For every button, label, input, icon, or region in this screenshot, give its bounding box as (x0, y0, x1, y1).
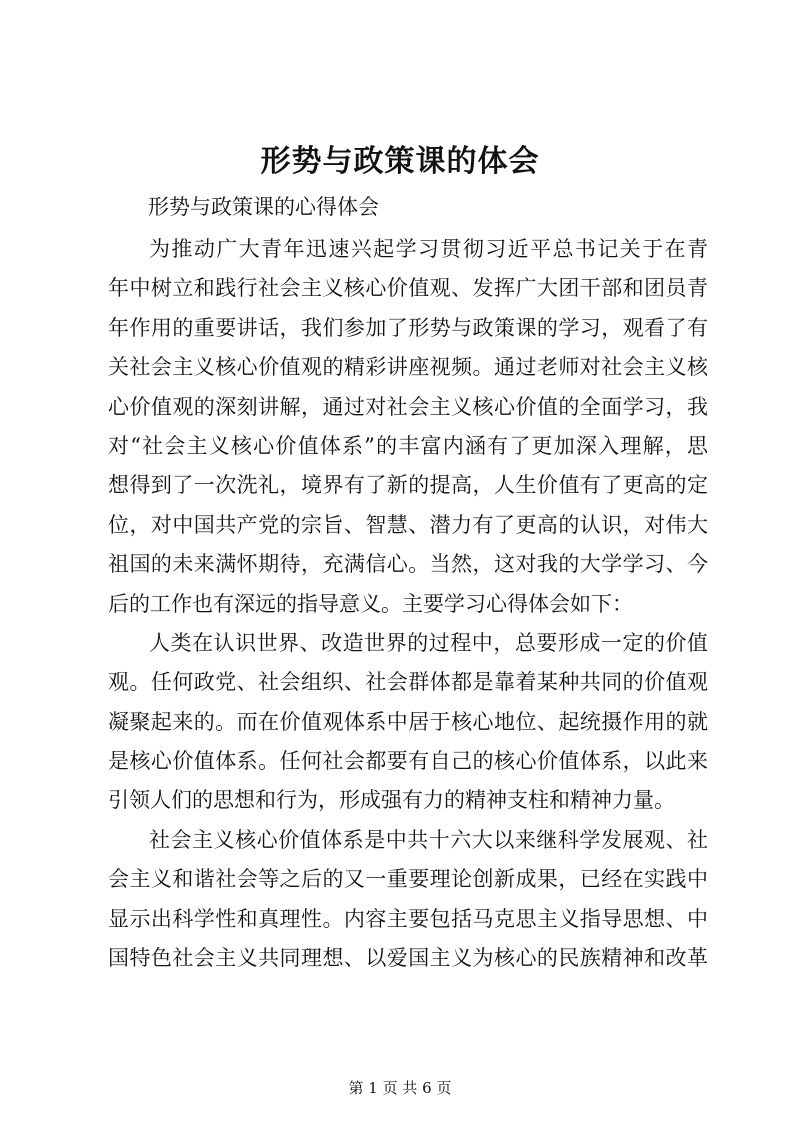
page-number-footer: 第 1 页 共 6 页 (348, 1079, 452, 1097)
paragraph-2-line-2: 观。任何政党、社会组织、社会群体都是靠着某种共同的价值观 (108, 670, 708, 695)
paragraph-3-line-2: 会主义和谐社会等之后的又一重要理论创新成果，已经在实践中 (108, 867, 708, 892)
paragraph-3-line-4: 国特色社会主义共同理想、以爱国主义为核心的民族精神和改革 (108, 946, 708, 971)
paragraph-1-line-4: 关社会主义核心价值观的精彩讲座视频。通过老师对社会主义核 (108, 355, 708, 380)
paragraph-1-line-6: 对“社会主义核心价值体系”的丰富内涵有了更加深入理解，思 (108, 433, 708, 458)
paragraph-3-line-1: 社会主义核心价值体系是中共十六大以来继科学发展观、社 (149, 827, 708, 852)
document-body (108, 230, 708, 978)
paragraph-2-line-4: 是核心价值体系。任何社会都要有自己的核心价值体系，以此来 (108, 749, 708, 774)
paragraph-2-line-1: 人类在认识世界、改造世界的过程中，总要形成一定的价值 (149, 630, 708, 655)
paragraph-1-line-3: 年作用的重要讲话，我们参加了形势与政策课的学习，观看了有 (108, 315, 708, 340)
document-subtitle: 形势与政策课的心得体会 (148, 195, 379, 219)
paragraph-1-line-5: 心价值观的深刻讲解，通过对社会主义核心价值的全面学习，我 (108, 394, 708, 419)
paragraph-1-line-1: 为推动广大青年迅速兴起学习贯彻习近平总书记关于在青 (149, 237, 708, 261)
paragraph-1-line-8: 位，对中国共产党的宗旨、智慧、潜力有了更高的认识，对伟大 (108, 512, 708, 537)
paragraph-1-line-9: 祖国的未来满怀期待，充满信心。当然，这对我的大学学习、今 (108, 552, 708, 577)
paragraph-1-line-10: 后的工作也有深远的指导意义。主要学习心得体会如下： (108, 591, 633, 616)
paragraph-1-line-2: 年中树立和践行社会主义核心价值观、发挥广大团干部和团员青 (108, 276, 708, 301)
paragraph-1-line-7: 想得到了一次洗礼，境界有了新的提高，人生价值有了更高的定 (108, 473, 708, 498)
paragraph-3-line-3: 显示出科学性和真理性。内容主要包括马克思主义指导思想、中 (108, 906, 708, 931)
paragraph-2-line-5: 引领人们的思想和行为，形成强有力的精神支柱和精神力量。 (108, 788, 675, 813)
paragraph-2-line-3: 凝聚起来的。而在价值观体系中居于核心地位、起统摄作用的就 (108, 709, 708, 734)
document-title: 形势与政策课的体会 (260, 144, 540, 179)
